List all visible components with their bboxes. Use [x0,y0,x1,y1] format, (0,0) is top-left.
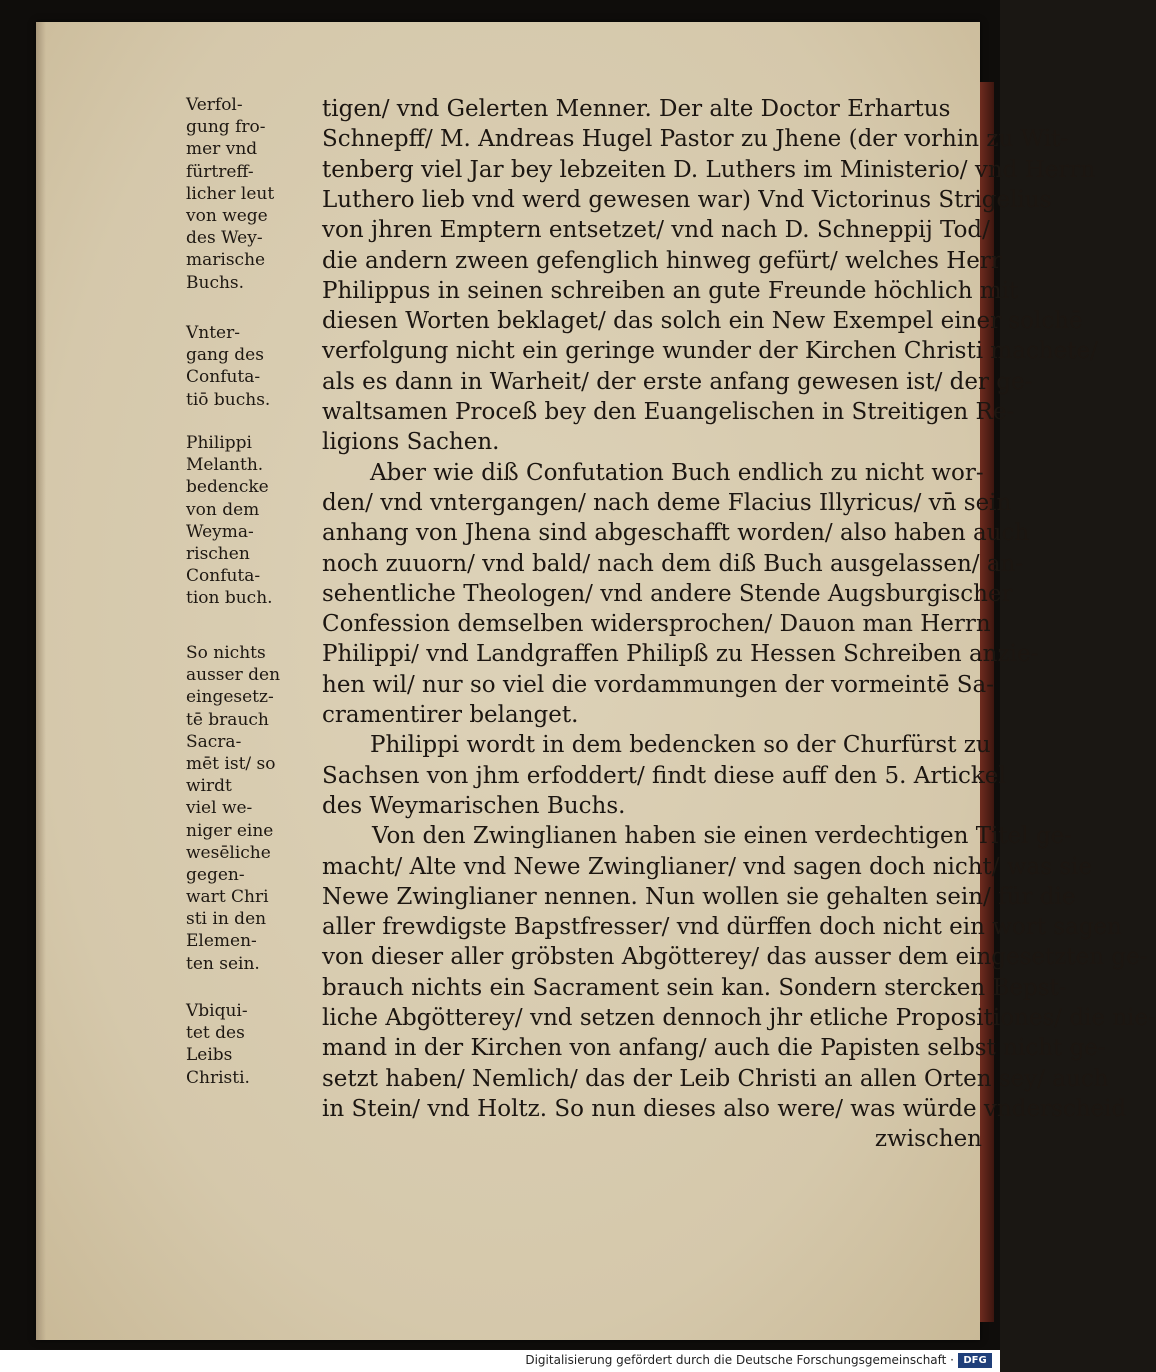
marginal-note-line: Leibs [186,1045,233,1066]
marginal-note-line: ausser den [186,665,281,686]
dfg-logo-icon: DFG [958,1353,992,1368]
text-line: des Weymarischen Buchs. [322,792,626,819]
marginal-note-line: wart Chri [186,887,269,908]
text-line: Luthero lieb vnd werd gewesen war) Vnd Victorinus Strigelius [322,186,1052,213]
marginal-note-line: Vnter- [186,323,240,343]
marginal-note-line: wirdt [186,776,232,797]
text-line: tenberg viel Jar bey lebzeiten D. Luthers im Ministerio/ vnd Herrn [322,156,1096,183]
marginal-note-line: Melanth. [186,455,264,476]
marginal-note-line: wesēliche [186,842,271,863]
text-line: hen wil/ nur so viel die vordammungen der vormeintē Sa- [322,671,994,698]
marginal-note-line: Elemen- [186,931,257,952]
marginal-note-line: gang des [186,345,264,366]
text-line: Newe Zwinglianer nennen. Nun wollen sie gehalten sein/ für die [322,883,1076,910]
marginal-note-line: Christi. [186,1067,250,1088]
text-line: verfolgung nicht ein geringe wunder der Kirchen Christi machete/ [322,338,1098,365]
marginal-note-line: bedencke [186,477,269,498]
marginal-note-line: Weyma- [186,521,254,542]
text-line: tigen/ vnd Gelerten Menner. Der alte Doctor Erhartus [322,96,951,122]
text-line: anhang von Jhena sind abgeschafft worden/ also haben auch [322,520,1030,547]
marginal-note-line: Philippi [186,433,252,453]
marginal-note-line: rischen [186,543,250,564]
digitization-footer [0,1350,1000,1372]
text-line: noch zuuorn/ vnd bald/ nach dem diß Buch ausgelassen/ an- [322,550,1024,577]
marginal-note [186,1000,316,1089]
marginal-note-line: tiō buchs. [186,389,271,410]
text-line: als es dann in Warheit/ der erste anfang gewesen ist/ der ge- [322,368,1033,395]
marginal-note-line: Verfol- [186,95,243,115]
marginal-note-line: marische [186,250,266,271]
page-gutter-shadow [36,22,46,1340]
text-line: Sachsen von jhm erfoddert/ findt diese auff den 5. Artickel [322,762,1006,789]
text-line: aller frewdigste Bapstfresser/ vnd dürffen doch nicht ein wort sagen [322,914,1122,941]
marginal-note-line: Buchs. [186,272,245,293]
marginal-note-line: niger eine [186,820,274,841]
marginal-note-line: tion buch. [186,588,273,609]
marginal-note [186,322,316,411]
marginal-note-line: fürtreff- [186,161,254,182]
text-line: brauch nichts ein Sacrament sein kan. Sondern stercken Bepst- [322,974,1067,1001]
text-line: Aber wie diß Confutation Buch endlich zu nicht wor- [370,459,984,486]
marginal-note-line: ten sein. [186,953,260,974]
text-line: macht/ Alte vnd Newe Zwinglianer/ vnd sagen doch nicht/ was sie [322,853,1093,880]
marginal-note [186,642,316,975]
text-line: von dieser aller gröbsten Abgötterey/ das ausser dem eingesetzten ge- [322,944,1148,971]
footer-credit-text: Digitalisierung gefördert durch die Deutsche Forschungsgemeinschaft · [525,1353,954,1367]
text-line: in Stein/ vnd Holtz. So nun dieses also were/ was würde vnderscheid [322,1095,1127,1122]
marginal-note-line: Confuta- [186,566,261,587]
marginal-note-line: tē brauch [186,709,269,730]
marginal-note-line: von wege [186,205,268,226]
marginal-note [186,432,316,610]
catchword: zwischen [874,1126,982,1153]
text-line: diesen Worten beklaget/ das solch ein New Exempel einer solchē [322,308,1083,335]
marginal-note-line: viel we- [186,798,253,819]
marginal-note [186,94,316,294]
marginal-note-line: eingesetz- [186,687,274,708]
text-line: von jhren Emptern entsetzet/ vnd nach D. Schneppij Tod/ [322,217,990,244]
marginal-note-line: des Wey- [186,228,263,249]
marginal-note-line: So nichts [186,643,266,663]
marginal-note-line: Vbiqui- [186,1001,248,1021]
text-line: den/ vnd vntergangen/ nach deme Flacius Illyricus/ vn̄ sein [322,489,1012,516]
text-line: liche Abgötterey/ vnd setzen dennoch jhr etliche Propositiones/ die nie- [322,1005,1156,1031]
marginal-note-line: Confuta- [186,367,261,388]
marginal-note-line: gung fro- [186,117,266,138]
marginal-note-line: sti in den [186,909,267,930]
marginal-note-line: von dem [186,499,260,520]
marginal-note-line: mēt ist/ so [186,753,276,774]
text-line: die andern zween gefenglich hinweg gefürt/ welches Herr [322,247,1002,274]
text-line: Philippi/ vnd Landgraffen Philipß zu Hessen Schreiben anzie- [322,641,1039,668]
text-line: ligions Sachen. [322,429,500,456]
marginal-note-line: gegen- [186,864,245,885]
marginal-note-line: licher leut [186,183,275,204]
text-line: Schnepff/ M. Andreas Hugel Pastor zu Jhene (der vorhin zu Wit- [322,126,1069,153]
marginal-note-line: mer vnd [186,139,258,160]
text-line: mand in der Kirchen von anfang/ auch die Papisten selbst nicht ge- [322,1035,1106,1062]
text-line: Philippus in seinen schreiben an gute Freunde höchlich mit [322,277,1019,304]
text-line: sehentliche Theologen/ vnd andere Stende Augsburgischer [322,580,1013,607]
marginal-note-line: tet des [186,1023,245,1044]
marginal-note-line: Sacra- [186,731,242,752]
text-line: Von den Zwinglianen haben sie einen verdechtigen Titel ge- [372,823,1073,850]
text-line: cramentirer belanget. [322,702,579,728]
text-line: waltsamen Proceß bey den Euangelischen in Streitigen Re- [322,399,1015,425]
text-line: Confession demselben widersprochen/ Dauon man Herrn [322,611,991,638]
text-line: setzt haben/ Nemlich/ das der Leib Christi an allen Orten sey/ auch [322,1065,1109,1092]
book-page [36,22,1156,1340]
text-line: Philippi wordt in dem bedencken so der Churfürst zu [370,732,991,759]
